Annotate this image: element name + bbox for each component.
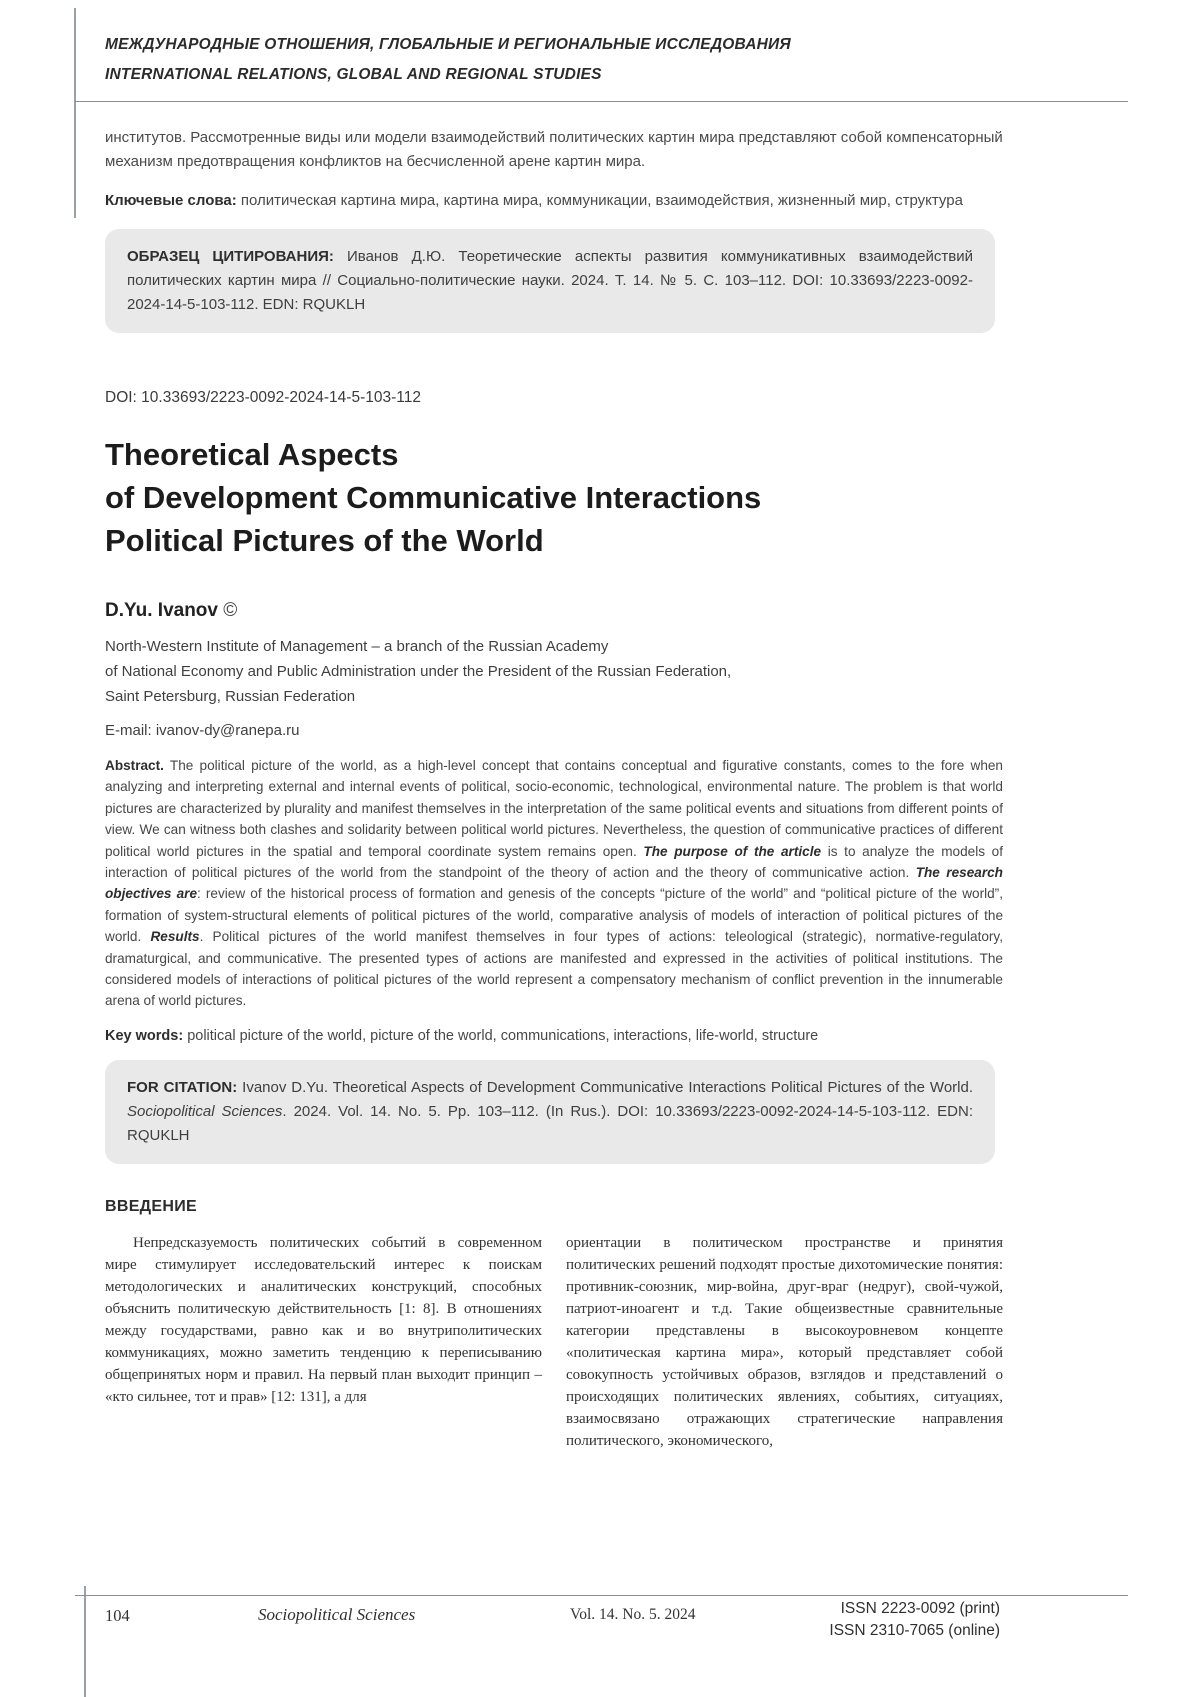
affiliation-line-3: Saint Petersburg, Russian Federation: [105, 688, 356, 705]
copyright-sign: ©: [223, 600, 238, 621]
keywords-ru-label: Ключевые слова:: [105, 192, 237, 209]
abstract-results-label: Results: [150, 929, 200, 945]
column-left: [105, 1232, 542, 1452]
citation-en-journal: Sociopolitical Sciences: [127, 1102, 283, 1120]
issn-block: [829, 1598, 1000, 1642]
page-number: 104: [105, 1606, 130, 1625]
section-title-ru: МЕЖДУНАРОДНЫЕ ОТНОШЕНИЯ, ГЛОБАЛЬНЫЕ И РЕГИОНАЛЬНЫЕ ИССЛЕДОВАНИЯ: [105, 36, 791, 53]
lead-paragraph: институтов. Рассмотренные виды или модели взаимодействий политических картин мира представляют собой компенсаторный механизм предотвращения конфликтов на бесчисленной арене картин мира.: [105, 129, 1003, 170]
abstract-part-3: : review of the historical process of formation and genesis of the concepts “picture of the world” and “political picture of the world”, formation of system-structural elements of political pictures of the world, comparative analysis of models of interaction of political pictures of the world.: [105, 886, 1003, 945]
author-affiliation: [105, 634, 1003, 709]
keywords-ru: [105, 189, 1003, 213]
abstract-part-1: The political picture of the world, as a high-level concept that contains conceptual and figurative constants, comes to the fore when analyzing and interpreting external and internal events of political, socio-economic, technological, environmental nature. The problem is that world pictures are characterized by plurality and manifest themselves in the interpretation of the same political events and situations from different points of view. We can witness both clashes and solidarity between political world pictures. Nevertheless, the question of communicative practices of different political world pictures in the spatial and temporal coordinate system remains open.: [105, 758, 1003, 859]
column-right: [566, 1232, 1003, 1452]
keywords-en: [105, 1025, 1003, 1047]
article-title: [105, 433, 1003, 562]
affiliation-line-1: North-Western Institute of Management – a branch of the Russian Academy: [105, 638, 609, 655]
email-line: [105, 722, 1003, 739]
author-email-link[interactable]: ivanov-dy@ranepa.ru: [155, 722, 300, 739]
keywords-en-text: political picture of the world, picture of the world, communications, interactions, life-world, structure: [183, 1027, 819, 1044]
issn-online: ISSN 2310-7065 (online): [829, 1622, 1000, 1639]
doi-line: DOI: 10.33693/2223-0092-2024-14-5-103-112: [105, 389, 421, 406]
citation-en-part-1: Ivanov D.Yu. Theoretical Aspects of Development Communicative Interactions Political Pictures of the World.: [237, 1078, 973, 1096]
abstract-part-2: is to analyze the models of interaction of political pictures of the world from the standpoint of the theory of action and the theory of communicative action.: [105, 843, 1003, 881]
affiliation-line-2: of National Economy and Public Administration under the President of the Russian Federation,: [105, 663, 732, 680]
running-head: [105, 30, 1003, 90]
footer-rule: [75, 1595, 1128, 1596]
author-line: [105, 600, 1003, 622]
abstract-purpose-label: The purpose of the article: [643, 843, 822, 859]
citation-box-ru: [105, 229, 995, 333]
keywords-ru-text: политическая картина мира, картина мира, коммуникации, взаимодействия, жизненный мир, структура: [236, 192, 963, 209]
abstract-label: Abstract.: [105, 758, 164, 773]
issn-print: ISSN 2223-0092 (print): [840, 1600, 1000, 1617]
abstract: [105, 755, 1003, 1012]
citation-en-label: FOR CITATION:: [127, 1078, 238, 1096]
email-label: E-mail:: [105, 722, 152, 739]
citation-ru-text: Иванов Д.Ю. Теоретические аспекты развития коммуникативных взаимодействий политических картин мира // Социально-политические науки. 2024. Т. 14. № 5. С. 103–112. DOI: 10.33693/2223-0092-2024-14-5-103-112. EDN: RQUKLH: [127, 248, 973, 313]
citation-box-en: [105, 1060, 995, 1164]
journal-name: Sociopolitical Sciences: [258, 1605, 416, 1624]
article-title-line-1: Theoretical Aspects: [105, 437, 399, 472]
author-name: D.Yu. Ivanov: [105, 600, 218, 621]
introduction-paragraph-right: ориентации в политическом пространстве и принятия политических решений подходят простые дихотомические понятия: противник-союзник, мир-война, друг-враг (недруг), свой-чужой, патриот-иноагент и т.д. Такие общеизвестные сравнительные категории представлены в высокоуровневом концепте «политическая картина мира», который представляет собой совокупность устойчивых образов, взглядов и представлений о происходящих политических явлениях, событиях, ситуациях, взаимосвязано отражающих стратегические направления политического, экономического,: [566, 1234, 1003, 1449]
abstract-part-4: . Political pictures of the world manifest themselves in four types of actions: teleological (strategic), normative-regulatory, dramaturgical, and communicative. The presented types of actions are manifested and expressed in the activities of political institutions. The considered models of interactions of political pictures of the world represent a compensatory mechanism of conflict prevention in the innumerable arena of world pictures.: [105, 929, 1003, 1009]
keywords-en-label: Key words:: [105, 1027, 184, 1044]
citation-en-part-2: . 2024. Vol. 14. No. 5. Pp. 103–112. (In Rus.). DOI: 10.33693/2223-0092-2024-14-5-103-112. EDN: RQUKLH: [127, 1102, 974, 1144]
article-title-line-3: Political Pictures of the World: [105, 523, 544, 558]
decorative-vertical-rule-top: [74, 8, 76, 218]
issue-info: Vol. 14. No. 5. 2024: [570, 1606, 696, 1623]
introduction-heading: ВВЕДЕНИЕ: [105, 1197, 197, 1215]
citation-ru-label: ОБРАЗЕЦ ЦИТИРОВАНИЯ:: [127, 248, 334, 265]
page-footer: [0, 1586, 1200, 1697]
page-content: [105, 30, 1003, 1452]
introduction-paragraph-left: Непредсказуемость политических событий в современном мире стимулирует исследовательский интерес к поискам методологических и аналитических конструкций, способных объяснить политическую действительность [1: 8]. В отношениях между государствами, равно как и во внутриполитических коммуникациях, можно заметить тенденцию к переписыванию общепринятых норм и правил. На первый план выходит принцип – «кто сильнее, тот и прав» [12: 131], а для: [105, 1234, 542, 1405]
section-title-en: INTERNATIONAL RELATIONS, GLOBAL AND REGIONAL STUDIES: [105, 66, 602, 83]
article-title-line-2: of Development Communicative Interactions: [105, 480, 762, 515]
abstract-objectives-label: The research objectives are: [105, 865, 1003, 902]
introduction-columns: [105, 1232, 1003, 1452]
